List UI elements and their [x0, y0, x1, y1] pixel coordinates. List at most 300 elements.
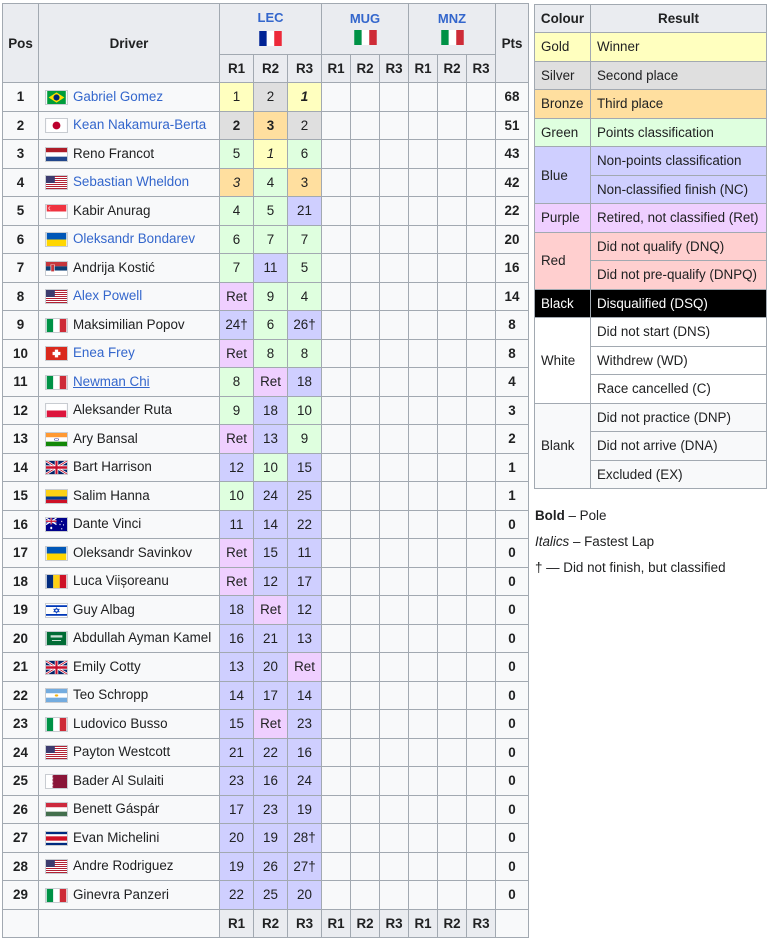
lec-result-cell: 19: [288, 795, 322, 824]
driver-cell: [39, 510, 220, 539]
empty-result-cell: [409, 624, 438, 653]
driver-row: [3, 767, 529, 796]
driver-row: [3, 282, 529, 311]
india-flag-icon: [45, 432, 68, 447]
legend-row: [535, 90, 767, 119]
event-link[interactable]: MUG: [349, 10, 381, 26]
empty-result-cell: [322, 311, 351, 340]
lec-result-cell: 15: [288, 453, 322, 482]
empty-result-cell: [467, 396, 496, 425]
legend-result: Disqualified (DSQ): [591, 289, 767, 318]
empty-result-cell: [380, 539, 409, 568]
lec-result-cell: 18: [254, 396, 288, 425]
position-cell: 24: [3, 738, 39, 767]
empty-result-cell: [351, 396, 380, 425]
lec-result-cell: 12: [254, 567, 288, 596]
round-header-lec-r2: R2: [254, 55, 288, 83]
empty-result-cell: [438, 824, 467, 853]
empty-result-cell: [380, 83, 409, 112]
lec-result-cell: 14: [220, 681, 254, 710]
driver-name-link[interactable]: Enea Frey: [73, 345, 135, 361]
position-cell: 17: [3, 539, 39, 568]
legend-row: [535, 232, 767, 261]
driver-name: Teo Schropp: [73, 687, 149, 703]
empty-result-cell: [380, 482, 409, 511]
empty-result-cell: [467, 311, 496, 340]
driver-cell: [39, 282, 220, 311]
legend-result: Winner: [591, 33, 767, 62]
points-cell: 0: [496, 624, 529, 653]
empty-result-cell: [409, 681, 438, 710]
empty-result-cell: [409, 824, 438, 853]
empty-result-cell: [467, 197, 496, 226]
empty-result-cell: [409, 339, 438, 368]
lec-result-cell: 20: [220, 824, 254, 853]
position-cell: 2: [3, 111, 39, 140]
driver-cell: [39, 738, 220, 767]
lec-result-cell: 23: [254, 795, 288, 824]
position-cell: 11: [3, 368, 39, 397]
round-header-mug-r2: R2: [351, 55, 380, 83]
driver-row: [3, 225, 529, 254]
empty-result-cell: [409, 482, 438, 511]
lec-result-cell: 9: [220, 396, 254, 425]
empty-result-cell: [467, 425, 496, 454]
legend-result: Did not arrive (DNA): [591, 432, 767, 461]
empty-result-cell: [409, 311, 438, 340]
lec-result-cell: 22: [288, 510, 322, 539]
empty-result-cell: [409, 425, 438, 454]
israel-flag-icon: [45, 603, 68, 618]
driver-cell: [39, 311, 220, 340]
empty-result-cell: [438, 881, 467, 910]
driver-name: Benett Gáspár: [73, 801, 160, 817]
driver-cell: [39, 710, 220, 739]
driver-row: [3, 824, 529, 853]
empty-result-cell: [380, 767, 409, 796]
lec-result-cell: 13: [254, 425, 288, 454]
driver-row: [3, 111, 529, 140]
colour-legend-table: [534, 4, 767, 489]
lec-result-cell: 1: [220, 83, 254, 112]
empty-result-cell: [380, 425, 409, 454]
legend-colour-black: Black: [535, 289, 591, 318]
empty-result-cell: [351, 339, 380, 368]
empty-result-cell: [380, 254, 409, 283]
empty-result-cell: [438, 767, 467, 796]
lec-result-cell: 2: [254, 83, 288, 112]
lec-result-cell: 12: [220, 453, 254, 482]
empty-result-cell: [438, 197, 467, 226]
driver-name-link[interactable]: Oleksandr Bondarev: [73, 231, 196, 247]
empty-result-cell: [351, 197, 380, 226]
empty-result-cell: [380, 824, 409, 853]
lec-result-cell: 28†: [288, 824, 322, 853]
lec-result-cell: 14: [254, 510, 288, 539]
driver-cell: [39, 567, 220, 596]
position-cell: 25: [3, 767, 39, 796]
note-bold: [535, 506, 726, 532]
empty-result-cell: [380, 852, 409, 881]
points-cell: 42: [496, 168, 529, 197]
points-cell: 0: [496, 824, 529, 853]
empty-result-cell: [351, 767, 380, 796]
driver-row: [3, 567, 529, 596]
legend-row: [535, 61, 767, 90]
empty-result-cell: [467, 681, 496, 710]
legend-colour-purple: Purple: [535, 204, 591, 233]
empty-result-cell: [467, 624, 496, 653]
empty-result-cell: [351, 111, 380, 140]
legend-colour-header: Colour: [535, 5, 591, 33]
empty-result-cell: [409, 567, 438, 596]
event-header-lec: [220, 4, 322, 55]
position-cell: 13: [3, 425, 39, 454]
round-header-lec-r2: R2: [254, 909, 288, 938]
lec-result-cell: 4: [288, 282, 322, 311]
empty-result-cell: [351, 254, 380, 283]
argentina-flag-icon: [45, 688, 68, 703]
empty-result-cell: [380, 396, 409, 425]
driver-row: [3, 254, 529, 283]
empty-result-cell: [438, 396, 467, 425]
legend-row: [535, 403, 767, 432]
empty-result-cell: [438, 795, 467, 824]
empty-result-cell: [438, 567, 467, 596]
position-cell: 26: [3, 795, 39, 824]
empty-result-cell: [322, 168, 351, 197]
points-cell: 0: [496, 510, 529, 539]
legend-result: Points classification: [591, 118, 767, 147]
japan-flag-icon: [45, 118, 68, 133]
driver-name: Reno Francot: [73, 145, 155, 161]
driver-cell: [39, 339, 220, 368]
empty-result-cell: [380, 596, 409, 625]
empty-result-cell: [438, 653, 467, 682]
empty-result-cell: [322, 83, 351, 112]
lec-result-cell: 7: [288, 225, 322, 254]
empty-result-cell: [409, 111, 438, 140]
empty-result-cell: [438, 596, 467, 625]
legend-row: [535, 147, 767, 176]
lec-result-cell: 14: [288, 681, 322, 710]
empty-result-cell: [322, 482, 351, 511]
lec-result-cell: 25: [254, 881, 288, 910]
driver-name: Kabir Anurag: [73, 202, 151, 218]
points-cell: 20: [496, 225, 529, 254]
empty-result-cell: [467, 824, 496, 853]
pts-header: Pts: [496, 4, 529, 83]
driver-cell: [39, 197, 220, 226]
empty-result-cell: [380, 738, 409, 767]
empty-result-cell: [467, 453, 496, 482]
points-cell: 0: [496, 596, 529, 625]
legend-result: Third place: [591, 90, 767, 119]
position-cell: 28: [3, 852, 39, 881]
legend-result: Did not pre-qualify (DNPQ): [591, 261, 767, 290]
points-cell: 4: [496, 368, 529, 397]
lec-result-cell: 17: [254, 681, 288, 710]
points-cell: 0: [496, 767, 529, 796]
empty-result-cell: [467, 567, 496, 596]
driver-cell: [39, 111, 220, 140]
position-cell: 27: [3, 824, 39, 853]
empty-result-cell: [322, 453, 351, 482]
empty-result-cell: [351, 824, 380, 853]
lec-result-cell: 8: [288, 339, 322, 368]
legend-row: [535, 318, 767, 347]
legend-colour-silver: Silver: [535, 61, 591, 90]
switzerland-flag-icon: [45, 346, 68, 361]
lec-result-cell: 20: [254, 653, 288, 682]
points-cell: 14: [496, 282, 529, 311]
lec-result-cell: Ret: [220, 282, 254, 311]
empty-result-cell: [322, 282, 351, 311]
position-cell: 12: [3, 396, 39, 425]
driver-cell: [39, 852, 220, 881]
legend-result: Second place: [591, 61, 767, 90]
empty-result-cell: [467, 168, 496, 197]
empty-result-cell: [438, 339, 467, 368]
header-row-events: [3, 4, 529, 55]
empty-result-cell: [380, 168, 409, 197]
empty-result-cell: [438, 710, 467, 739]
position-cell: 20: [3, 624, 39, 653]
points-cell: 0: [496, 710, 529, 739]
lec-result-cell: 6: [288, 140, 322, 169]
empty-result-cell: [409, 596, 438, 625]
empty-result-cell: [351, 510, 380, 539]
note-italics: [535, 532, 726, 558]
empty-result-cell: [351, 453, 380, 482]
round-header-mug-r1: R1: [322, 909, 351, 938]
empty-result-cell: [380, 311, 409, 340]
empty-result-cell: [438, 254, 467, 283]
france-flag-icon: [259, 31, 282, 46]
points-cell: 8: [496, 311, 529, 340]
empty-result-cell: [351, 311, 380, 340]
driver-name-link[interactable]: Kean Nakamura-Berta: [73, 117, 207, 133]
empty-result-cell: [322, 225, 351, 254]
position-cell: 10: [3, 339, 39, 368]
legend-result: Did not start (DNS): [591, 318, 767, 347]
empty-result-cell: [409, 710, 438, 739]
empty-result-cell: [351, 482, 380, 511]
driver-row: [3, 624, 529, 653]
empty-result-cell: [322, 539, 351, 568]
position-cell: 5: [3, 197, 39, 226]
legend-colour-blue: Blue: [535, 147, 591, 204]
empty-result-cell: [438, 510, 467, 539]
standings-table: [2, 3, 529, 938]
lec-result-cell: 7: [254, 225, 288, 254]
empty-result-cell: [409, 282, 438, 311]
event-header-mnz: [409, 4, 496, 55]
points-cell: 0: [496, 738, 529, 767]
empty-result-cell: [351, 168, 380, 197]
lec-result-cell: 4: [254, 168, 288, 197]
legend-result: Non-classified finish (NC): [591, 175, 767, 204]
driver-row: [3, 339, 529, 368]
empty-result-cell: [409, 767, 438, 796]
driver-cell: [39, 681, 220, 710]
event-link[interactable]: MNZ: [437, 10, 467, 26]
driver-cell: [39, 396, 220, 425]
lec-result-cell: Ret: [288, 653, 322, 682]
empty-result-cell: [351, 624, 380, 653]
empty-result-cell: [322, 881, 351, 910]
empty-result-cell: [351, 596, 380, 625]
driver-name: Emily Cotty: [73, 658, 141, 674]
legend-colour-green: Green: [535, 118, 591, 147]
empty-result-cell: [380, 710, 409, 739]
hungary-flag-icon: [45, 802, 68, 817]
points-cell: 8: [496, 339, 529, 368]
points-cell: 0: [496, 567, 529, 596]
footer-blank-cell: [496, 909, 529, 938]
legend-colour-white: White: [535, 318, 591, 404]
driver-cell: [39, 653, 220, 682]
empty-result-cell: [409, 168, 438, 197]
driver-name: Abdullah Ayman Kamel: [73, 630, 212, 646]
driver-name: Maksimilian Popov: [73, 316, 185, 332]
legend-colour-gold: Gold: [535, 33, 591, 62]
empty-result-cell: [322, 368, 351, 397]
empty-result-cell: [322, 425, 351, 454]
position-cell: 16: [3, 510, 39, 539]
empty-result-cell: [322, 767, 351, 796]
points-cell: 0: [496, 852, 529, 881]
empty-result-cell: [380, 510, 409, 539]
round-header-lec-r1: R1: [220, 55, 254, 83]
driver-row: [3, 681, 529, 710]
empty-result-cell: [322, 824, 351, 853]
empty-result-cell: [467, 83, 496, 112]
driver-name: Aleksander Ruta: [73, 402, 172, 418]
position-cell: 15: [3, 482, 39, 511]
legend-colour-red: Red: [535, 232, 591, 289]
empty-result-cell: [438, 425, 467, 454]
driver-header: Driver: [39, 4, 220, 83]
lec-result-cell: 9: [254, 282, 288, 311]
empty-result-cell: [467, 596, 496, 625]
footer-blank-cell: [39, 909, 220, 938]
legend-row: [535, 33, 767, 62]
empty-result-cell: [322, 738, 351, 767]
empty-result-cell: [380, 339, 409, 368]
empty-result-cell: [322, 197, 351, 226]
empty-result-cell: [409, 795, 438, 824]
driver-name: Evan Michelini: [73, 829, 160, 845]
empty-result-cell: [438, 738, 467, 767]
serbia-flag-icon: [45, 261, 68, 276]
costarica-flag-icon: [45, 831, 68, 846]
lec-result-cell: 8: [220, 368, 254, 397]
driver-name: Guy Albag: [73, 601, 135, 617]
driver-row: [3, 852, 529, 881]
driver-cell: [39, 824, 220, 853]
lec-result-cell: 3: [254, 111, 288, 140]
driver-cell: [39, 225, 220, 254]
empty-result-cell: [351, 425, 380, 454]
empty-result-cell: [467, 254, 496, 283]
empty-result-cell: [351, 795, 380, 824]
empty-result-cell: [438, 83, 467, 112]
position-cell: 21: [3, 653, 39, 682]
empty-result-cell: [438, 852, 467, 881]
lec-result-cell: 11: [220, 510, 254, 539]
lec-result-cell: 16: [288, 738, 322, 767]
empty-result-cell: [351, 368, 380, 397]
round-header-mug-r3: R3: [380, 909, 409, 938]
empty-result-cell: [380, 624, 409, 653]
lec-result-cell: 24: [288, 767, 322, 796]
points-cell: 16: [496, 254, 529, 283]
empty-result-cell: [467, 539, 496, 568]
position-cell: 1: [3, 83, 39, 112]
event-link[interactable]: LEC: [257, 9, 284, 25]
empty-result-cell: [380, 140, 409, 169]
driver-name-link[interactable]: Newman Chi: [73, 373, 150, 389]
empty-result-cell: [409, 539, 438, 568]
empty-result-cell: [467, 339, 496, 368]
qatar-flag-icon: [45, 774, 68, 789]
points-cell: 2: [496, 425, 529, 454]
driver-cell: [39, 795, 220, 824]
driver-cell: [39, 425, 220, 454]
points-cell: 0: [496, 653, 529, 682]
legend-result: Did not qualify (DNQ): [591, 232, 767, 261]
footer-row-rounds: [3, 909, 529, 938]
note-italic-term: Italics: [535, 534, 570, 549]
empty-result-cell: [467, 368, 496, 397]
lec-result-cell: 24: [254, 482, 288, 511]
driver-name: Bart Harrison: [73, 459, 152, 475]
empty-result-cell: [438, 311, 467, 340]
italy-flag-icon: [45, 375, 68, 390]
empty-result-cell: [409, 453, 438, 482]
driver-row: [3, 510, 529, 539]
driver-name-link[interactable]: Alex Powell: [73, 288, 143, 304]
driver-name-link[interactable]: Gabriel Gomez: [73, 88, 164, 104]
lec-result-cell: Ret: [254, 596, 288, 625]
empty-result-cell: [351, 881, 380, 910]
driver-row: [3, 425, 529, 454]
driver-row: [3, 453, 529, 482]
round-header-mnz-r3: R3: [467, 55, 496, 83]
points-cell: 0: [496, 539, 529, 568]
romania-flag-icon: [45, 574, 68, 589]
empty-result-cell: [409, 197, 438, 226]
driver-name: Luca Viișoreanu: [73, 573, 169, 589]
empty-result-cell: [409, 140, 438, 169]
driver-cell: [39, 168, 220, 197]
driver-row: [3, 795, 529, 824]
driver-name-link[interactable]: Sebastian Wheldon: [73, 174, 190, 190]
driver-row: [3, 311, 529, 340]
driver-name: Payton Westcott: [73, 744, 171, 760]
legend-row: [535, 289, 767, 318]
empty-result-cell: [380, 567, 409, 596]
empty-result-cell: [467, 510, 496, 539]
ukraine-flag-icon: [45, 232, 68, 247]
lec-result-cell: 3: [220, 168, 254, 197]
lec-result-cell: 18: [288, 368, 322, 397]
round-header-mug-r3: R3: [380, 55, 409, 83]
empty-result-cell: [322, 339, 351, 368]
lec-result-cell: 12: [288, 596, 322, 625]
empty-result-cell: [438, 539, 467, 568]
